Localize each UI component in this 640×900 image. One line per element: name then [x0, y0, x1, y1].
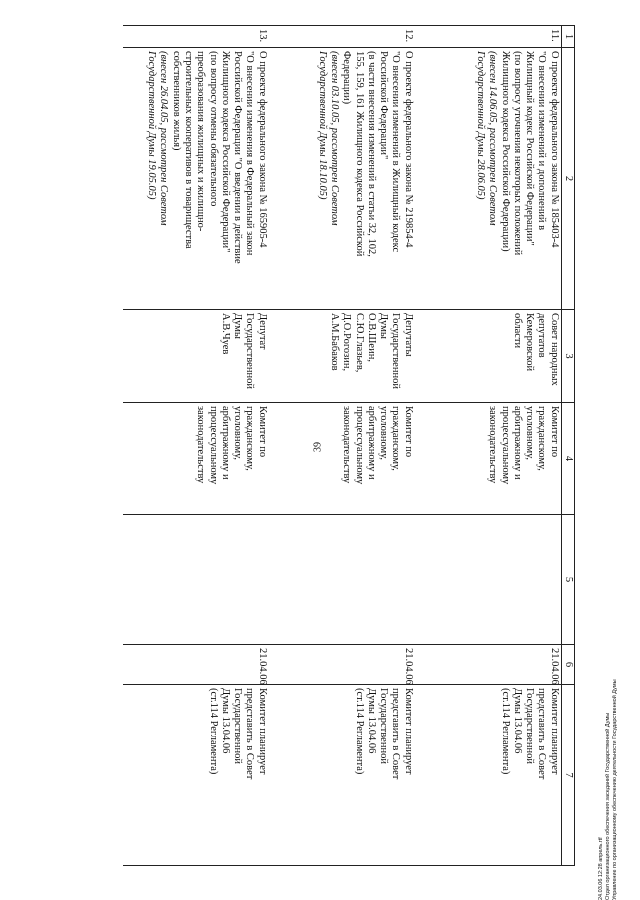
bill-line: Российской Федерации "О введении в действие: [232, 51, 244, 264]
footer-directorate: Управление по организационному обеспечению деятельности Государственной Думы: [612, 679, 618, 900]
footer-department: Отдел организационного обеспечения заседаний Государственной Думы: [605, 712, 611, 900]
bill-line: собственников жилья): [170, 51, 182, 151]
row-number: 12.: [269, 26, 415, 48]
column-5-cell: [269, 515, 415, 645]
initiator-line: Думы: [378, 313, 390, 339]
bill-description: [415, 48, 562, 310]
header-col-1: 1: [561, 26, 574, 48]
bill-line: Федерации): [341, 51, 353, 105]
review-date: 21.04.06: [415, 645, 562, 685]
committee: [123, 403, 269, 515]
committee-line: уголовному,: [524, 406, 536, 460]
initiator-line: А.В.Чуев: [219, 313, 231, 355]
committee-line: Комитет по: [256, 406, 268, 458]
initiator-line: депутатов: [536, 313, 548, 358]
table-row: [269, 26, 415, 866]
rotated-page-content: [30, 25, 575, 865]
committee-line: законодательству: [195, 406, 207, 484]
initiator-line: Д.О.Рогозин,: [341, 313, 353, 372]
action-line: (ст.114 Регламента): [499, 688, 511, 775]
planned-action: [269, 685, 415, 866]
bill-description: [269, 48, 415, 310]
initiator-line: Думы: [232, 313, 244, 339]
header-col-4: 4: [561, 403, 574, 515]
header-col-6: 6: [561, 645, 574, 685]
bill-line: О проекте федерального закона № 185403-4: [548, 51, 560, 248]
committee-line: Комитет по: [402, 406, 414, 458]
bill-line: Жилищного кодекса Российской Федерации": [219, 51, 231, 253]
committee-line: арбитражному и: [219, 406, 231, 480]
committee: [269, 403, 415, 515]
committee-line: законодательству: [341, 406, 353, 484]
committee-line: уголовному,: [232, 406, 244, 460]
bill-description: [123, 48, 269, 310]
bill-line: строительных кооперативов в товарищества: [182, 51, 194, 249]
bill-note: (внесен 03.10.05, рассмотрен Советом Государственной Думы 18.10.05): [316, 51, 340, 226]
action-line: Думы 13.04.06: [219, 688, 231, 754]
committee-line: процессуальному: [499, 406, 511, 485]
initiator: [415, 310, 562, 403]
bill-note: (внесен 14.06.05, рассмотрен Советом Государственной Думы 28.06.05): [474, 51, 499, 226]
initiator-line: Совет народных: [548, 313, 560, 386]
action-line: Государственной: [378, 688, 390, 764]
review-date: 21.04.06: [123, 645, 269, 685]
action-line: представить в Совет: [390, 688, 402, 780]
bill-line: "О внесении изменений в Жилищный кодекс: [390, 51, 402, 253]
column-5-cell: [123, 515, 269, 645]
committee: [415, 403, 562, 515]
review-date: 21.04.06: [269, 645, 415, 685]
committee-line: арбитражному и: [365, 406, 377, 480]
committee-line: уголовному,: [378, 406, 390, 460]
row-number: 13.: [123, 26, 269, 48]
initiator-line: С.Ю.Глазьев,: [353, 313, 365, 373]
bill-line: преобразования жилищных и жилищно-: [195, 51, 207, 232]
initiator-line: Государственной: [390, 313, 402, 389]
initiator-line: А.М.Бабаков: [328, 313, 340, 371]
action-line: представить в Совет: [244, 688, 256, 780]
bill-line: 155, 159, 161 Жилищного кодекса Российской: [353, 51, 365, 257]
action-line: Государственной: [232, 688, 244, 764]
initiator-line: Депутаты: [402, 313, 414, 357]
action-line: Думы 13.04.06: [511, 688, 523, 754]
committee-line: процессуальному: [207, 406, 219, 485]
bill-note: (внесен 26.04.05, рассмотрен Советом Государственной Думы 19.05.05): [146, 51, 170, 226]
bill-line: О проекте федерального закона № 219854-4: [402, 51, 414, 248]
committee-line: Комитет по: [548, 406, 560, 458]
initiator-line: Депутат: [256, 313, 268, 350]
table-header-row: [561, 26, 574, 866]
row-number: 11.: [415, 26, 562, 48]
header-col-7: 7: [561, 685, 574, 866]
initiator-line: Кемеровской области: [511, 313, 536, 372]
initiator-line: О.В.Шеин,: [365, 313, 377, 362]
header-col-3: 3: [561, 310, 574, 403]
initiator-line: Государственной: [244, 313, 256, 389]
header-col-5: 5: [561, 515, 574, 645]
bill-line: Российской Федерации": [378, 51, 390, 160]
committee-line: гражданскому,: [536, 406, 548, 471]
bill-line: (по вопросу уточнения некоторых положений: [511, 51, 523, 256]
planned-action: [123, 685, 269, 866]
committee-line: арбитражному и: [511, 406, 523, 480]
action-line: Комитет планирует: [402, 688, 414, 775]
document-footer: [598, 679, 619, 900]
action-line: Государственной: [524, 688, 536, 764]
table-row: [123, 26, 269, 866]
bill-line: "О внесении изменений и дополнений в: [536, 51, 548, 231]
action-line: представить в Совет: [536, 688, 548, 780]
page-number: 39: [312, 442, 324, 452]
action-line: Комитет планирует: [256, 688, 268, 775]
bill-line: О проекте федерального закона № 165905-4: [256, 51, 268, 248]
initiator: [269, 310, 415, 403]
committee-line: законодательству: [487, 406, 499, 484]
action-line: (ст.114 Регламента): [207, 688, 219, 775]
initiator: [123, 310, 269, 403]
bill-line: (в части внесения изменений в статьи 32, 102,: [365, 51, 377, 257]
action-line: Думы 13.04.06: [365, 688, 377, 754]
table-row: [415, 26, 562, 866]
bill-line: "О внесении изменения в Федеральный закон: [244, 51, 256, 256]
committee-line: гражданскому,: [244, 406, 256, 471]
column-5-cell: [415, 515, 562, 645]
action-line: (ст.114 Регламента): [353, 688, 365, 775]
bill-line: (по вопросу отмены обязательного: [207, 51, 219, 207]
bills-table: [123, 25, 575, 866]
action-line: Комитет планирует: [548, 688, 560, 775]
committee-line: процессуальному: [353, 406, 365, 485]
footer-filename: 24.03.06 12:28 апрель.rtf: [598, 837, 604, 900]
bill-line: Жилищный кодекс Российской Федерации": [524, 51, 536, 246]
header-col-2: 2: [561, 48, 574, 310]
planned-action: [415, 685, 562, 866]
committee-line: гражданскому,: [390, 406, 402, 471]
bill-line: Жилищного кодекса Российской Федерации): [499, 51, 511, 252]
